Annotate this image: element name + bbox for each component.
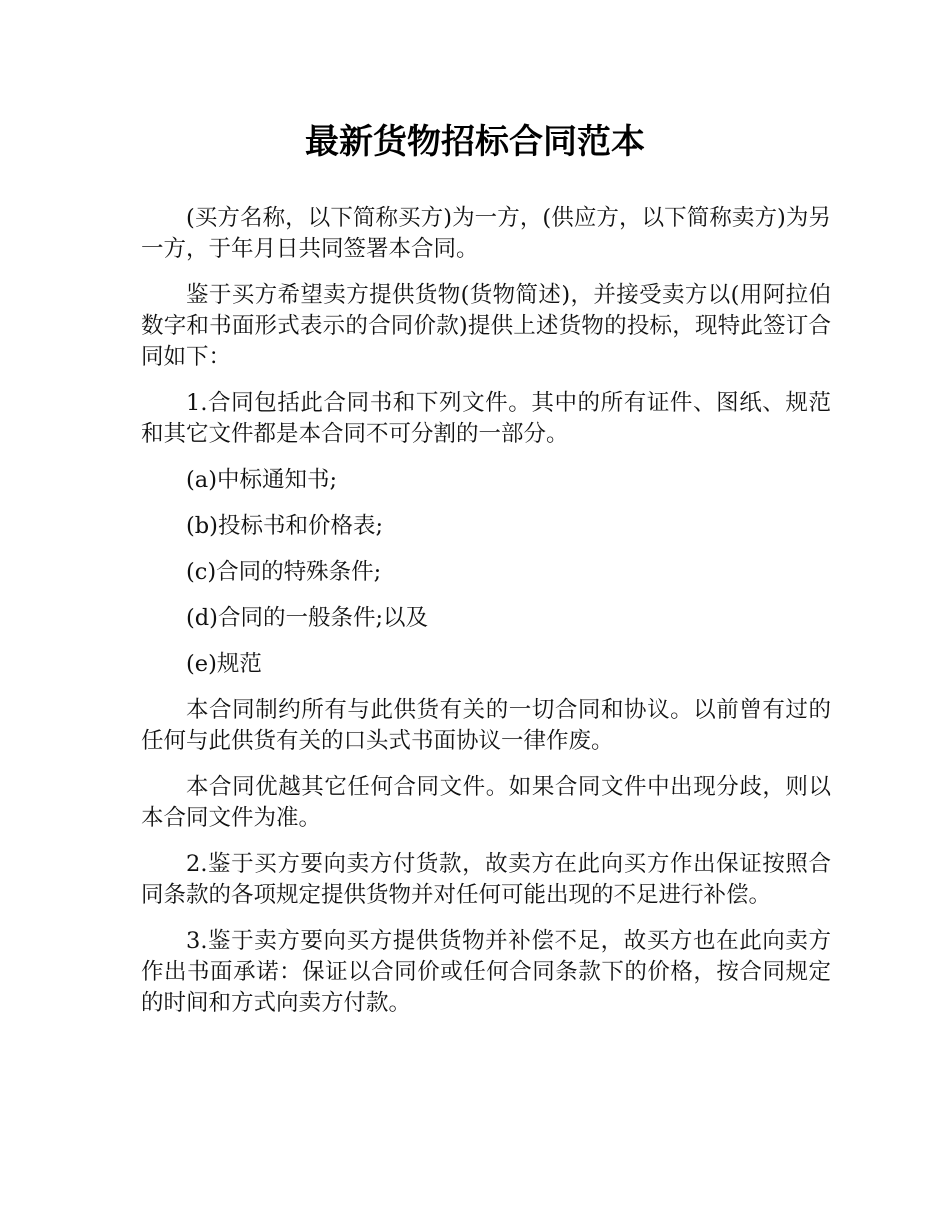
list-item-a: (a)中标通知书; xyxy=(186,467,338,493)
clause-3: 3.鉴于卖方要向买方提供货物并补偿不足，故买方也在此向卖方作出书面承诺：保证以合同价或任何合同条款下的价格，按合同规定的时间和方式向卖方付款。 xyxy=(141,928,831,1016)
paragraph-supersede: 本合同制约所有与此供货有关的一切合同和协议。以前曾有过的任何与此供货有关的口头式书面协议一律作废。 xyxy=(141,697,831,754)
document-body xyxy=(141,203,831,1034)
list-item-c: (c)合同的特殊条件; xyxy=(186,559,382,585)
clause-2: 2.鉴于买方要向卖方付货款，故卖方在此向买方作出保证按照合同条款的各项规定提供货物并对任何可能出现的不足进行补偿。 xyxy=(141,851,831,908)
paragraph-recital: 鉴于买方希望卖方提供货物(货物简述)，并接受卖方以(用阿拉伯数字和书面形式表示的合同价款)提供上述货物的投标，现特此签订合同如下： xyxy=(141,282,831,370)
list-item-e: (e)规范 xyxy=(186,651,262,677)
paragraph-parties: (买方名称，以下简称买方)为一方，(供应方，以下简称卖方)为另一方，于年月日共同签署本合同。 xyxy=(141,205,831,262)
list-item-d: (d)合同的一般条件;以及 xyxy=(186,605,429,631)
clause-1: 1.合同包括此合同书和下列文件。其中的所有证件、图纸、规范和其它文件都是本合同不可分割的一部分。 xyxy=(141,390,831,447)
document-title: 最新货物招标合同范本 xyxy=(305,122,645,162)
paragraph-precedence: 本合同优越其它任何合同文件。如果合同文件中出现分歧，则以本合同文件为准。 xyxy=(141,774,831,831)
list-item-b: (b)投标书和价格表; xyxy=(186,513,384,539)
